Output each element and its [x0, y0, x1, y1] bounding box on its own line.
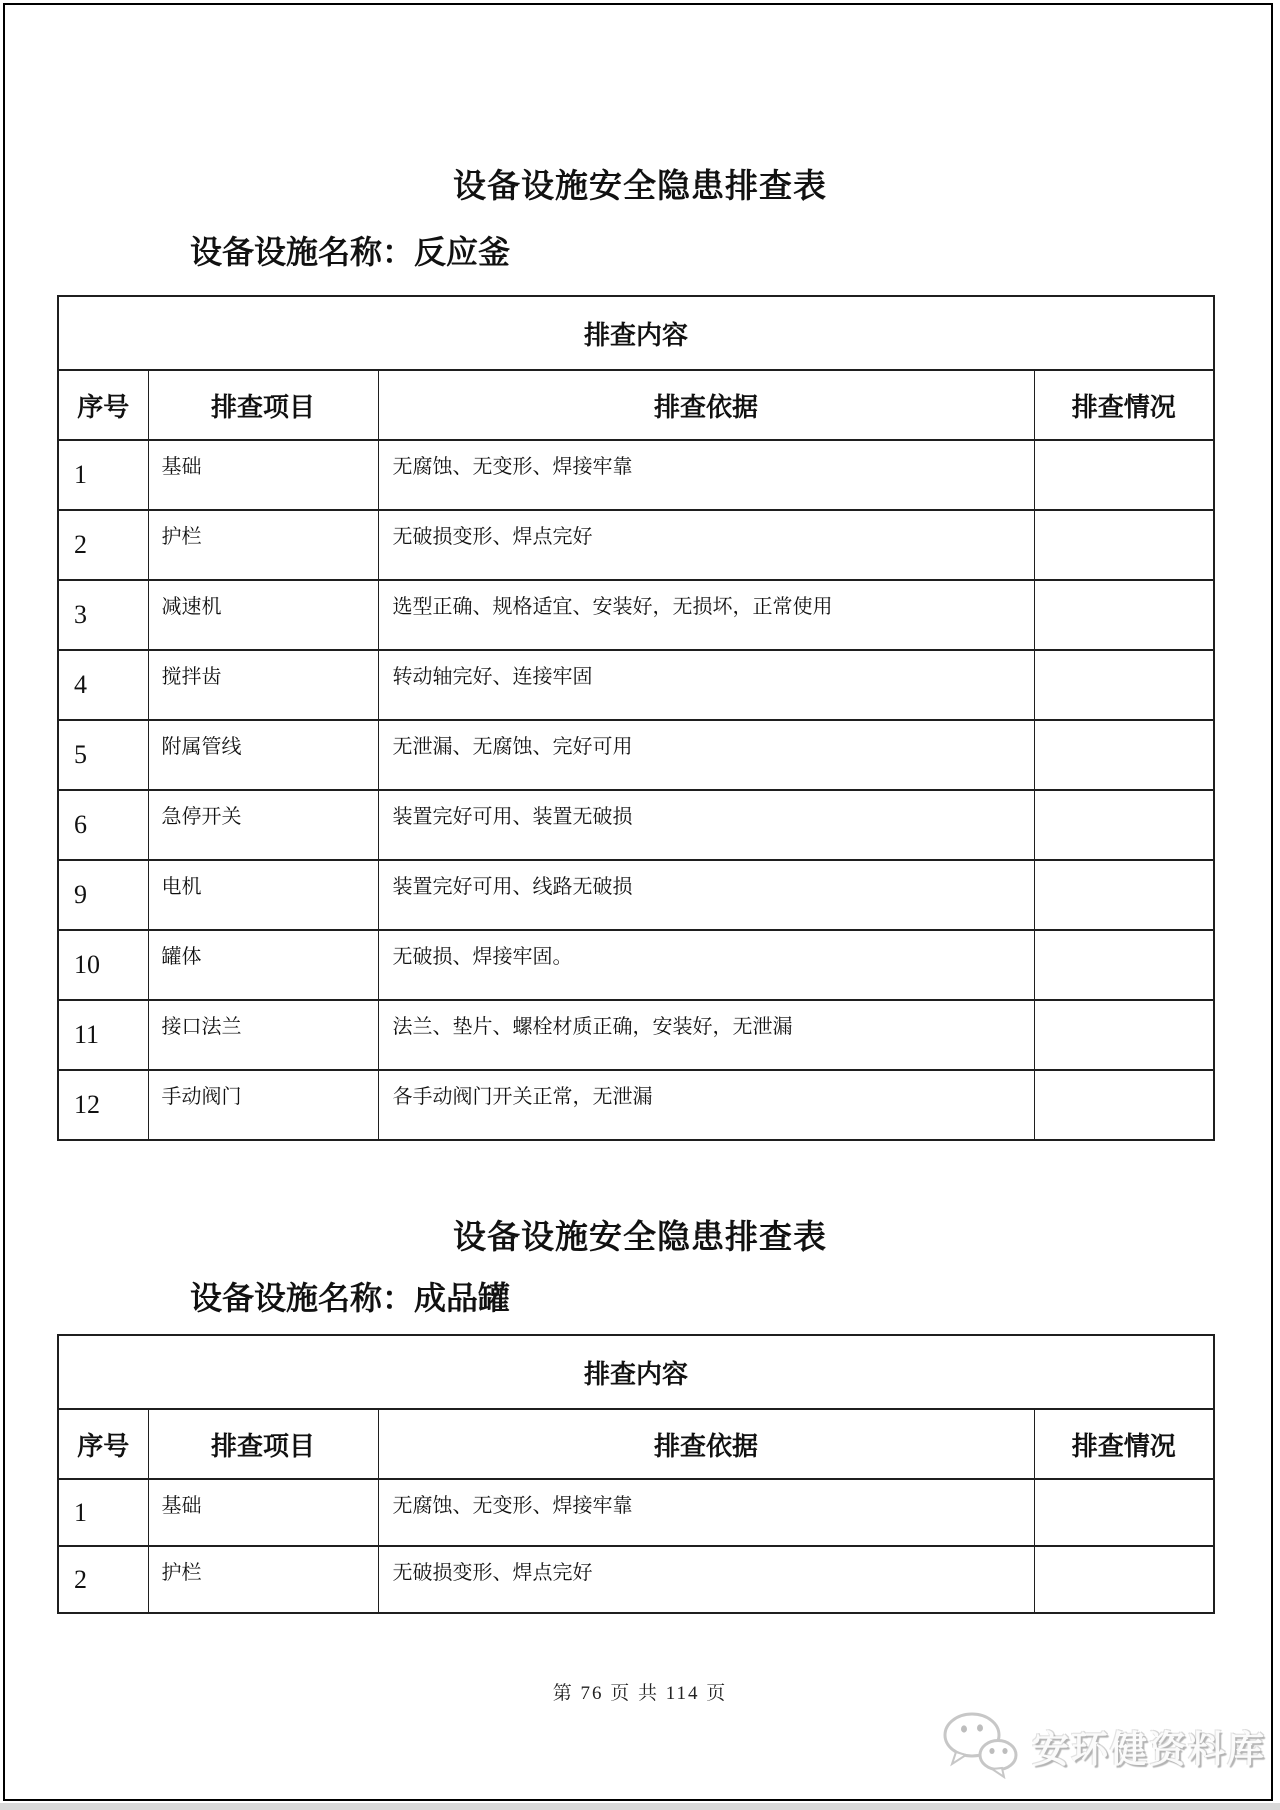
cell-inspect-basis: 无泄漏、无腐蚀、完好可用 — [378, 720, 1034, 790]
table-row — [58, 790, 1214, 860]
cell-inspect-status — [1034, 720, 1214, 790]
table-body — [58, 1479, 1214, 1613]
cell-inspect-basis: 转动轴完好、连接牢固 — [378, 650, 1034, 720]
cell-seq-no: 3 — [58, 580, 148, 650]
cell-inspect-status — [1034, 510, 1214, 580]
page-number-footer: 第 76 页 共 114 页 — [552, 1683, 728, 1704]
cell-inspect-basis: 各手动阀门开关正常，无泄漏 — [378, 1070, 1034, 1140]
cell-inspect-status — [1034, 440, 1214, 510]
table-row — [58, 1479, 1214, 1546]
device-name-label-2: 设备设施名称：成品罐 — [190, 1280, 511, 1316]
cell-inspect-status — [1034, 1070, 1214, 1140]
cell-inspect-basis: 无破损变形、焊点完好 — [378, 510, 1034, 580]
cell-inspect-status — [1034, 1479, 1214, 1546]
section-header-row — [58, 1335, 1214, 1409]
wechat-chat-bubbles-icon — [940, 1709, 1024, 1784]
section-header-row — [58, 296, 1214, 370]
cell-seq-no: 1 — [58, 440, 148, 510]
cell-inspect-status — [1034, 930, 1214, 1000]
cell-inspect-item: 罐体 — [148, 930, 378, 1000]
cell-seq-no: 6 — [58, 790, 148, 860]
column-header-basis: 排查依据 — [378, 1409, 1034, 1479]
inspection-table-product-tank — [57, 1334, 1215, 1614]
cell-inspect-item: 急停开关 — [148, 790, 378, 860]
column-header-item: 排查项目 — [148, 370, 378, 440]
cell-inspect-status — [1034, 860, 1214, 930]
cell-inspect-item: 接口法兰 — [148, 1000, 378, 1070]
column-header-seq: 序号 — [58, 370, 148, 440]
cell-inspect-item: 减速机 — [148, 580, 378, 650]
cell-inspect-basis: 无破损变形、焊点完好 — [378, 1546, 1034, 1613]
cell-seq-no: 11 — [58, 1000, 148, 1070]
bottom-gray-strip — [0, 1803, 1280, 1810]
column-header-seq: 序号 — [58, 1409, 148, 1479]
cell-seq-no: 2 — [58, 510, 148, 580]
inspection-table-reactor — [57, 295, 1215, 1141]
table-body — [58, 440, 1214, 1140]
section-header-cell: 排查内容 — [58, 296, 1214, 370]
cell-seq-no: 2 — [58, 1546, 148, 1613]
table-row — [58, 1546, 1214, 1613]
page-title: 设备设施安全隐患排查表 — [453, 169, 827, 205]
table-row — [58, 580, 1214, 650]
cell-inspect-status — [1034, 790, 1214, 860]
cell-inspect-status — [1034, 580, 1214, 650]
cell-seq-no: 5 — [58, 720, 148, 790]
cell-inspect-status — [1034, 1546, 1214, 1613]
cell-inspect-basis: 选型正确、规格适宜、安装好，无损坏，正常使用 — [378, 580, 1034, 650]
cell-seq-no: 1 — [58, 1479, 148, 1546]
cell-inspect-item: 手动阀门 — [148, 1070, 378, 1140]
table-row — [58, 440, 1214, 510]
cell-inspect-basis: 无腐蚀、无变形、焊接牢靠 — [378, 1479, 1034, 1546]
cell-inspect-item: 基础 — [148, 440, 378, 510]
page-title-2: 设备设施安全隐患排查表 — [453, 1220, 827, 1256]
cell-inspect-item: 基础 — [148, 1479, 378, 1546]
table-row — [58, 930, 1214, 1000]
watermark — [940, 1710, 1266, 1782]
cell-inspect-basis: 无腐蚀、无变形、焊接牢靠 — [378, 440, 1034, 510]
column-header-row — [58, 1409, 1214, 1479]
cell-inspect-item: 护栏 — [148, 1546, 378, 1613]
cell-seq-no: 12 — [58, 1070, 148, 1140]
table-header-group — [58, 1335, 1214, 1479]
section-header-cell: 排查内容 — [58, 1335, 1214, 1409]
watermark-text: 安环健资料库 — [1032, 1729, 1266, 1770]
cell-inspect-status — [1034, 1000, 1214, 1070]
column-header-status: 排查情况 — [1034, 370, 1214, 440]
table-row — [58, 1070, 1214, 1140]
table-header-group — [58, 296, 1214, 440]
cell-inspect-item: 护栏 — [148, 510, 378, 580]
cell-seq-no: 10 — [58, 930, 148, 1000]
cell-inspect-item: 附属管线 — [148, 720, 378, 790]
cell-inspect-basis: 法兰、垫片、螺栓材质正确，安装好，无泄漏 — [378, 1000, 1034, 1070]
cell-inspect-status — [1034, 650, 1214, 720]
column-header-item: 排查项目 — [148, 1409, 378, 1479]
cell-seq-no: 4 — [58, 650, 148, 720]
cell-inspect-basis: 装置完好可用、装置无破损 — [378, 790, 1034, 860]
column-header-status: 排查情况 — [1034, 1409, 1214, 1479]
cell-inspect-basis: 无破损、焊接牢固。 — [378, 930, 1034, 1000]
column-header-row — [58, 370, 1214, 440]
column-header-basis: 排查依据 — [378, 370, 1034, 440]
table-row — [58, 650, 1214, 720]
cell-inspect-basis: 装置完好可用、线路无破损 — [378, 860, 1034, 930]
cell-inspect-item: 搅拌齿 — [148, 650, 378, 720]
cell-inspect-item: 电机 — [148, 860, 378, 930]
table-row — [58, 1000, 1214, 1070]
table-row — [58, 720, 1214, 790]
device-name-label: 设备设施名称：反应釜 — [190, 234, 511, 270]
table-row — [58, 860, 1214, 930]
cell-seq-no: 9 — [58, 860, 148, 930]
table-row — [58, 510, 1214, 580]
